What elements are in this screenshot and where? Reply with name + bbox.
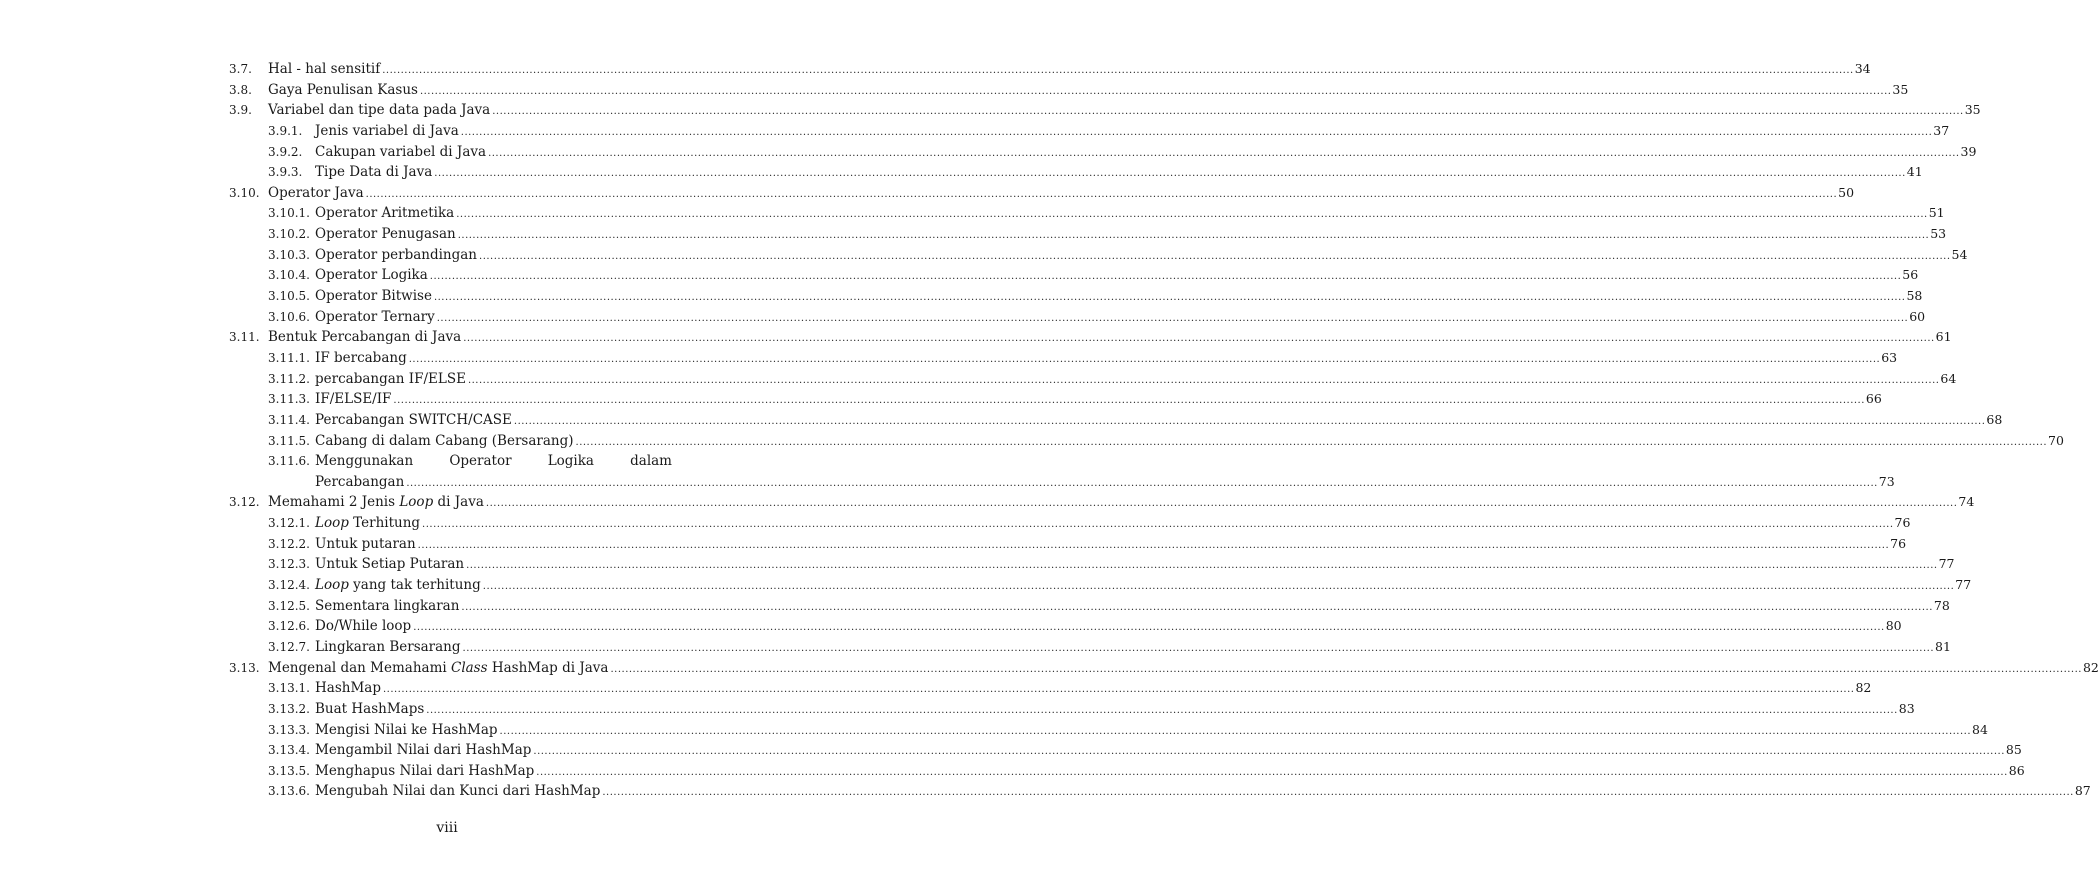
- title-part: Terhitung: [348, 515, 421, 532]
- toc-entry[interactable]: [0, 245, 1968, 266]
- toc-entry[interactable]: [0, 410, 2003, 431]
- toc-entry-page: 77: [1955, 577, 1972, 593]
- toc-entry-title: Operator Java: [268, 184, 364, 201]
- toc-entry-number: 3.9.3.: [268, 165, 303, 180]
- title-part: Memahami 2 Jenis: [268, 494, 400, 511]
- toc-entry-page: 51: [1928, 205, 1945, 221]
- toc-entry-page: 41: [1906, 164, 1923, 180]
- toc-entry-page: 63: [1881, 349, 1898, 365]
- toc-entry-word: Menggunakan: [315, 453, 414, 470]
- toc-entry[interactable]: [0, 431, 2064, 452]
- toc-entry-number: 3.11.3.: [268, 392, 310, 407]
- toc-entry[interactable]: [0, 472, 1895, 493]
- dot-leader: ................................................................................................................................................................................................................................................................................................................................................................................................................: [610, 663, 2082, 675]
- toc-entry-titlebox: [315, 513, 1911, 536]
- dot-leader: ................................................................................................................................................................................................................................................................................................................................................................................................................: [461, 601, 1933, 613]
- toc-entry-page: 83: [1898, 700, 1915, 716]
- toc-entry[interactable]: [0, 224, 1947, 245]
- toc-entry-title: Gaya Penulisan Kasus: [268, 81, 418, 98]
- dot-leader: ................................................................................................................................................................................................................................................................................................................................................................................................................: [463, 333, 1935, 345]
- toc-entry-line: [0, 451, 894, 472]
- toc-entry[interactable]: [0, 203, 1945, 224]
- dot-leader: ................................................................................................................................................................................................................................................................................................................................................................................................................: [460, 126, 1933, 138]
- toc-entry-page: 58: [1906, 288, 1923, 304]
- toc-entry-title: Lingkaran Bersarang: [315, 638, 461, 655]
- toc-entry-number: 3.9.1.: [268, 123, 303, 138]
- toc-entry-titlebox: [315, 699, 1915, 722]
- toc-entry-titlebox: [315, 554, 1955, 577]
- toc-entry-titlebox: [315, 224, 1947, 247]
- toc-entry-titlebox: [315, 348, 1898, 371]
- toc-entry-titlebox: [315, 781, 2091, 804]
- dot-leader: ................................................................................................................................................................................................................................................................................................................................................................................................................: [436, 312, 1909, 324]
- toc-entry-number: 3.11.1.: [268, 350, 310, 365]
- toc-entry-title: Operator perbandingan: [315, 246, 478, 263]
- toc-entry-title: Untuk Setiap Putaran: [315, 556, 465, 573]
- toc-entry[interactable]: [0, 307, 1926, 328]
- toc-entry-title: Operator Penugasan: [315, 226, 456, 243]
- toc-entry[interactable]: [0, 183, 1855, 204]
- toc-entry-page: 73: [1878, 473, 1895, 489]
- page-number: viii: [436, 820, 458, 836]
- toc-entry-titlebox: [315, 534, 1907, 557]
- toc-entry-number: 3.12.1.: [268, 516, 310, 531]
- toc-entry-title: Percabangan SWITCH/CASE: [315, 411, 512, 428]
- dot-leader: ................................................................................................................................................................................................................................................................................................................................................................................................................: [434, 168, 1906, 180]
- toc-entry-title: [315, 513, 420, 534]
- toc-entry-page: 54: [1951, 246, 1968, 262]
- toc-entry-page: 74: [1958, 494, 1975, 510]
- toc-entry-number: 3.10.5.: [268, 289, 310, 304]
- toc-entry[interactable]: [0, 740, 2022, 761]
- table-of-contents: [0, 59, 2099, 802]
- toc-entry-number: 3.12.4.: [268, 578, 310, 593]
- toc-entry[interactable]: [0, 286, 1923, 307]
- toc-entry-number: 3.11.6.: [268, 454, 310, 469]
- toc-entry-title: Mengisi Nilai ke HashMap: [315, 721, 498, 738]
- toc-entry-number: 3.13.: [229, 660, 260, 675]
- toc-entry-titlebox: [315, 369, 1957, 392]
- toc-entry-title: Jenis variabel di Java: [315, 122, 459, 139]
- dot-leader: ................................................................................................................................................................................................................................................................................................................................................................................................................: [462, 642, 1934, 654]
- toc-entry-page: 50: [1838, 184, 1855, 200]
- toc-entry-page: 78: [1933, 597, 1950, 613]
- toc-entry-titlebox: [268, 59, 1871, 82]
- toc-entry-titlebox: [315, 389, 1882, 412]
- toc-entry-title: Sementara lingkaran: [315, 597, 460, 614]
- toc-entry[interactable]: [0, 348, 1898, 369]
- toc-entry-number: 3.11.2.: [268, 371, 310, 386]
- toc-entry-page: 64: [1940, 370, 1957, 386]
- dot-leader: ................................................................................................................................................................................................................................................................................................................................................................................................................: [429, 271, 1902, 283]
- toc-entry[interactable]: [0, 142, 1977, 163]
- toc-entry-title: Operator Logika: [315, 267, 428, 284]
- toc-entry-titlebox: [268, 183, 1855, 206]
- toc-entry[interactable]: [0, 100, 1981, 121]
- toc-entry-page: 35: [1892, 81, 1909, 97]
- toc-entry-word: Logika: [547, 453, 594, 470]
- toc-entry-titlebox: [315, 203, 1945, 226]
- toc-entry-number: 3.9.2.: [268, 144, 303, 159]
- toc-entry-number: 3.10.3.: [268, 247, 310, 262]
- toc-entry-title: Mengubah Nilai dan Kunci dari HashMap: [315, 783, 601, 800]
- toc-entry[interactable]: [0, 554, 1955, 575]
- toc-entry-number: 3.12.6.: [268, 619, 310, 634]
- toc-entry-page: 84: [1972, 721, 1988, 737]
- dot-leader: ................................................................................................................................................................................................................................................................................................................................................................................................................: [457, 230, 1930, 242]
- toc-entry-title-line1: [315, 451, 672, 472]
- toc-entry-page: 81: [1935, 638, 1951, 654]
- toc-entry-page: 53: [1930, 226, 1947, 242]
- dot-leader: ................................................................................................................................................................................................................................................................................................................................................................................................................: [488, 147, 1960, 159]
- toc-entry-titlebox: [315, 740, 2022, 763]
- title-part: Mengenal dan Memahami: [268, 659, 451, 676]
- toc-entry-title: Percabangan: [315, 473, 405, 490]
- toc-entry-title: Buat HashMaps: [315, 700, 425, 717]
- toc-entry-titlebox: [315, 121, 1950, 144]
- toc-entry-title: Menghapus Nilai dari HashMap: [315, 762, 535, 779]
- toc-entry-number: 3.13.3.: [268, 722, 310, 737]
- toc-entry[interactable]: [0, 389, 1882, 410]
- toc-entry-page: 87: [2074, 783, 2091, 799]
- toc-entry-titlebox: [315, 142, 1977, 165]
- toc-entry-page: 76: [1890, 535, 1907, 551]
- toc-entry-titlebox: [315, 472, 1895, 495]
- toc-entry-titlebox: [315, 720, 1988, 743]
- toc-entry[interactable]: [0, 121, 1950, 142]
- toc-entry-title: HashMap: [315, 680, 381, 697]
- toc-entry-number: 3.11.: [229, 330, 260, 345]
- toc-entry-titlebox: [315, 162, 1923, 185]
- toc-entry-number: 3.12.2.: [268, 536, 310, 551]
- title-part: HashMap di Java: [487, 659, 609, 676]
- toc-entry-number: 3.13.4.: [268, 743, 310, 758]
- toc-entry-page: 82: [2082, 659, 2099, 675]
- toc-entry-title: Operator Bitwise: [315, 288, 432, 305]
- toc-entry[interactable]: [0, 596, 1950, 617]
- toc-entry-word: dalam: [630, 453, 672, 470]
- toc-entry-page: 76: [1894, 515, 1911, 531]
- dot-leader: ................................................................................................................................................................................................................................................................................................................................................................................................................: [575, 436, 2047, 448]
- toc-entry-title: IF bercabang: [315, 349, 407, 366]
- toc-entry-number: 3.11.4.: [268, 412, 310, 427]
- dot-leader: ................................................................................................................................................................................................................................................................................................................................................................................................................: [426, 704, 1898, 716]
- toc-entry-page: 39: [1960, 143, 1977, 159]
- dot-leader: ................................................................................................................................................................................................................................................................................................................................................................................................................: [533, 746, 2005, 758]
- title-emphasis: Loop: [315, 577, 349, 594]
- toc-entry-number: 3.13.1.: [268, 681, 310, 696]
- toc-entry-titlebox: [315, 616, 1902, 639]
- dot-leader: ................................................................................................................................................................................................................................................................................................................................................................................................................: [492, 106, 1964, 118]
- toc-entry-titlebox: [315, 265, 1919, 288]
- dot-leader: ................................................................................................................................................................................................................................................................................................................................................................................................................: [466, 560, 1938, 572]
- toc-entry-titlebox: [268, 100, 1981, 123]
- toc-entry-page: 70: [2048, 432, 2064, 448]
- toc-entry-number: 3.13.5.: [268, 763, 310, 778]
- dot-leader: ................................................................................................................................................................................................................................................................................................................................................................................................................: [382, 684, 1855, 696]
- toc-entry-titlebox: [315, 286, 1923, 309]
- dot-leader: ................................................................................................................................................................................................................................................................................................................................................................................................................: [433, 292, 1906, 304]
- title-part: di Java: [433, 494, 484, 511]
- dot-leader: ................................................................................................................................................................................................................................................................................................................................................................................................................: [482, 581, 1955, 593]
- toc-entry-page: 60: [1909, 308, 1926, 324]
- toc-entry-number: 3.12.7.: [268, 639, 310, 654]
- toc-entry-titlebox: [315, 637, 1951, 660]
- toc-entry-title: [315, 575, 481, 596]
- toc-entry-titlebox: [315, 596, 1950, 619]
- toc-entry-titlebox: [315, 307, 1926, 330]
- toc-entry[interactable]: [0, 720, 1988, 741]
- toc-entry-titlebox: [268, 327, 1952, 350]
- toc-entry-number: 3.10.2.: [268, 227, 310, 242]
- dot-leader: ................................................................................................................................................................................................................................................................................................................................................................................................................: [417, 539, 1890, 551]
- toc-entry-title: Variabel dan tipe data pada Java: [268, 102, 491, 119]
- toc-entry-title: [268, 658, 608, 679]
- toc-entry-title: Hal - hal sensitif: [268, 61, 381, 77]
- dot-leader: ................................................................................................................................................................................................................................................................................................................................................................................................................: [536, 766, 2008, 778]
- toc-entry-titlebox: [315, 431, 2064, 454]
- toc-entry-title: Cabang di dalam Cabang (Bersarang): [315, 432, 574, 449]
- toc-entry-page: 68: [1986, 411, 2003, 427]
- toc-entry-page: 37: [1933, 122, 1950, 138]
- title-emphasis: Loop: [399, 494, 434, 511]
- toc-entry[interactable]: [0, 265, 1919, 286]
- toc-entry-number: 3.12.5.: [268, 598, 310, 613]
- toc-entry[interactable]: [0, 575, 1972, 596]
- toc-entry[interactable]: [0, 369, 1957, 390]
- toc-entry-titlebox: [315, 410, 2003, 433]
- toc-entry-number: 3.13.2.: [268, 701, 310, 716]
- toc-entry-page: 61: [1935, 329, 1952, 345]
- toc-entry-title: IF/ELSE/IF: [315, 391, 392, 408]
- toc-entry-title: Do/While loop: [315, 618, 412, 635]
- toc-entry-page: 82: [1855, 680, 1872, 696]
- toc-entry-page: 80: [1885, 618, 1902, 634]
- toc-entry-title: Operator Ternary: [315, 308, 435, 325]
- toc-entry[interactable]: [0, 678, 1872, 699]
- dot-leader: ................................................................................................................................................................................................................................................................................................................................................................................................................: [413, 622, 1885, 634]
- toc-entry[interactable]: [0, 658, 2099, 679]
- toc-entry-number: 3.10.1.: [268, 206, 310, 221]
- toc-entry-titlebox: [268, 658, 2099, 681]
- toc-entry-number: 3.12.3.: [268, 557, 310, 572]
- dot-leader: ................................................................................................................................................................................................................................................................................................................................................................................................................: [419, 85, 1892, 97]
- toc-entry-page: 34: [1854, 61, 1871, 76]
- toc-entry-titlebox: [268, 80, 1909, 103]
- toc-entry-title: Cakupan variabel di Java: [315, 143, 487, 160]
- toc-entry-title: Tipe Data di Java: [315, 164, 433, 181]
- toc-entry-title: Bentuk Percabangan di Java: [268, 329, 462, 346]
- toc-entry-page: 77: [1938, 556, 1955, 572]
- title-emphasis: Loop: [315, 515, 349, 532]
- toc-entry-number: 3.8.: [229, 82, 252, 97]
- title-emphasis: Class: [450, 659, 488, 676]
- dot-leader: ................................................................................................................................................................................................................................................................................................................................................................................................................: [499, 725, 1972, 737]
- toc-entry-number: 3.12.: [229, 495, 260, 510]
- toc-entry-number: 3.10.6.: [268, 309, 310, 324]
- dot-leader: ................................................................................................................................................................................................................................................................................................................................................................................................................: [382, 65, 1854, 76]
- toc-entry-word: Operator: [449, 453, 512, 470]
- toc-entry[interactable]: [0, 80, 1909, 101]
- toc-entry-page: 56: [1902, 267, 1919, 283]
- toc-entry[interactable]: [0, 492, 1975, 513]
- toc-entry-number: 3.10.: [229, 185, 260, 200]
- dot-leader: ................................................................................................................................................................................................................................................................................................................................................................................................................: [365, 188, 1838, 200]
- toc-entry[interactable]: [0, 513, 1911, 534]
- toc-entry[interactable]: [0, 637, 1951, 658]
- toc-entry-title: Untuk putaran: [315, 535, 416, 552]
- toc-entry[interactable]: [0, 534, 1907, 555]
- toc-entry[interactable]: [0, 59, 1871, 80]
- toc-entry-titlebox: [315, 678, 1872, 701]
- toc-entry-page: 85: [2005, 742, 2022, 758]
- toc-entry-number: 3.11.5.: [268, 433, 310, 448]
- toc-entry-number: 3.9.: [229, 103, 252, 118]
- toc-entry-title: percabangan IF/ELSE: [315, 370, 466, 387]
- toc-entry-title: Mengambil Nilai dari HashMap: [315, 742, 532, 759]
- toc-entry[interactable]: [0, 781, 2091, 802]
- toc-entry-titlebox: [315, 761, 2025, 784]
- dot-leader: ................................................................................................................................................................................................................................................................................................................................................................................................................: [467, 374, 1940, 386]
- toc-entry-title: [268, 492, 484, 513]
- toc-entry[interactable]: [0, 616, 1902, 637]
- toc-entry[interactable]: [0, 162, 1923, 183]
- toc-entry-page: 86: [2008, 762, 2025, 778]
- dot-leader: ................................................................................................................................................................................................................................................................................................................................................................................................................: [393, 395, 1865, 407]
- dot-leader: ................................................................................................................................................................................................................................................................................................................................................................................................................: [408, 353, 1881, 365]
- toc-entry[interactable]: [0, 761, 2025, 782]
- dot-leader: ................................................................................................................................................................................................................................................................................................................................................................................................................: [422, 519, 1894, 531]
- toc-entry-page: 66: [1865, 391, 1882, 407]
- toc-entry[interactable]: [0, 699, 1915, 720]
- toc-entry-number: 3.7.: [229, 62, 252, 76]
- toc-entry-titlebox: [315, 575, 1972, 598]
- dot-leader: ................................................................................................................................................................................................................................................................................................................................................................................................................: [479, 250, 1951, 262]
- dot-leader: ................................................................................................................................................................................................................................................................................................................................................................................................................: [602, 787, 2074, 799]
- dot-leader: ................................................................................................................................................................................................................................................................................................................................................................................................................: [513, 415, 1986, 427]
- toc-entry-titlebox: [315, 245, 1968, 268]
- toc-entry-titlebox: [268, 492, 1975, 515]
- toc-entry[interactable]: [0, 327, 1952, 348]
- dot-leader: ................................................................................................................................................................................................................................................................................................................................................................................................................: [456, 209, 1928, 221]
- title-part: yang tak terhitung: [348, 577, 481, 594]
- toc-entry-page: 35: [1964, 102, 1981, 118]
- toc-entry-number: 3.10.4.: [268, 268, 310, 283]
- dot-leader: ................................................................................................................................................................................................................................................................................................................................................................................................................: [406, 477, 1878, 489]
- toc-entry-number: 3.13.6.: [268, 784, 310, 799]
- toc-entry-title: Operator Aritmetika: [315, 205, 455, 222]
- dot-leader: ................................................................................................................................................................................................................................................................................................................................................................................................................: [485, 498, 1958, 510]
